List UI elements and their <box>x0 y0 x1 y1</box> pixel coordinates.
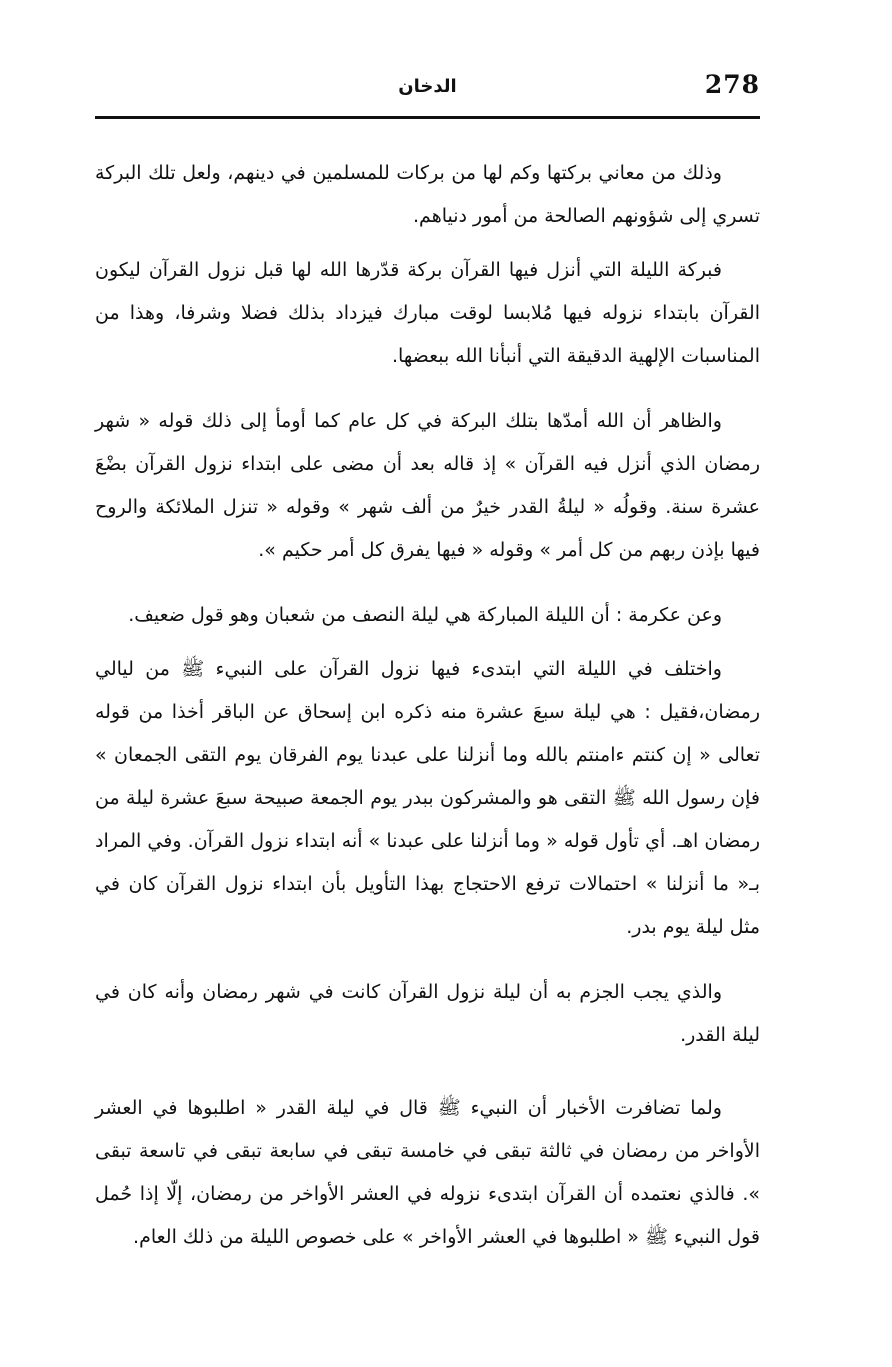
header-divider <box>95 116 760 119</box>
paragraph-5: واختلف في الليلة التي ابتدىء فيها نزول القرآن على النبيء ﷺ من ليالي رمضان،فقيل : هي ليلة سبعَ عشرة منه ذكره ابن إسحاق عن الباقر أخذا من قوله تعالى « إن كنتم ءامنتم بالله وما أنزلنا على عبدنا يوم الفرقان يوم التقى الجمعان » فإن رسول الله ﷺ التقى هو والمشركون ببدر يوم الجمعة صبيحة سبعَ عشرة ليلة من رمضان اهـ. أي تأول قوله « وما أنزلنا على عبدنا » أنه ابتداء نزول القرآن. وفي المراد بـ« ما أنزلنا » احتمالات ترفع الاحتجاج بهذا التأويل بأن ابتداء نزول القرآن كان في مثل ليلة يوم بدر. <box>95 658 760 938</box>
paragraph-6: والذي يجب الجزم به أن ليلة نزول القرآن كانت في شهر رمضان وأنه كان في ليلة القدر. <box>95 981 760 1046</box>
body-text <box>95 152 760 1259</box>
running-title: الدخان <box>398 76 457 97</box>
paragraph-2: فبركة الليلة التي أنزل فيها القرآن بركة قدّرها الله لها قبل نزول القرآن ليكون القرآن بابتداء نزوله فيها مُلابسا لوقت مبارك فيزداد بذلك فضلا وشرفا، وهذا من المناسبات الإلهية الدقيقة التي أنبأنا الله ببعضها. <box>95 259 760 367</box>
paragraph-7: ولما تضافرت الأخبار أن النبيء ﷺ قال في ليلة القدر « اطلبوها في العشر الأواخر من رمضان في ثالثة تبقى في خامسة تبقى في سابعة تبقى في تاسعة تبقى ». فالذي نعتمده أن القرآن ابتدىء نزوله في العشر الأواخر من رمضان، إلّا إذا حُمل قول النبيء ﷺ « اطلبوها في العشر الأواخر » على خصوص الليلة من ذلك العام. <box>95 1097 760 1248</box>
page-header <box>95 62 760 112</box>
paragraph-1: وذلك من معاني بركتها وكم لها من بركات للمسلمين في دينهم، ولعل تلك البركة تسري إلى شؤونهم الصالحة من أمور دنياهم. <box>95 162 760 227</box>
paragraph-3: والظاهر أن الله أمدّها بتلك البركة في كل عام كما أومأ إلى ذلك قوله « شهر رمضان الذي أنزل فيه القرآن » إذ قاله بعد أن مضى على ابتداء نزول القرآن بضْعَ عشرة سنة. وقولُه « ليلةُ القدر خيرٌ من ألف شهر » وقوله « تنزل الملائكة والروح فيها بإذن ربهم من كل أمر » وقوله « فيها يفرق كل أمر حكيم ». <box>95 410 760 561</box>
page-number: 278 <box>704 70 760 99</box>
paragraph-4: وعن عكرمة : أن الليلة المباركة هي ليلة النصف من شعبان وهو قول ضعيف. <box>128 604 722 626</box>
